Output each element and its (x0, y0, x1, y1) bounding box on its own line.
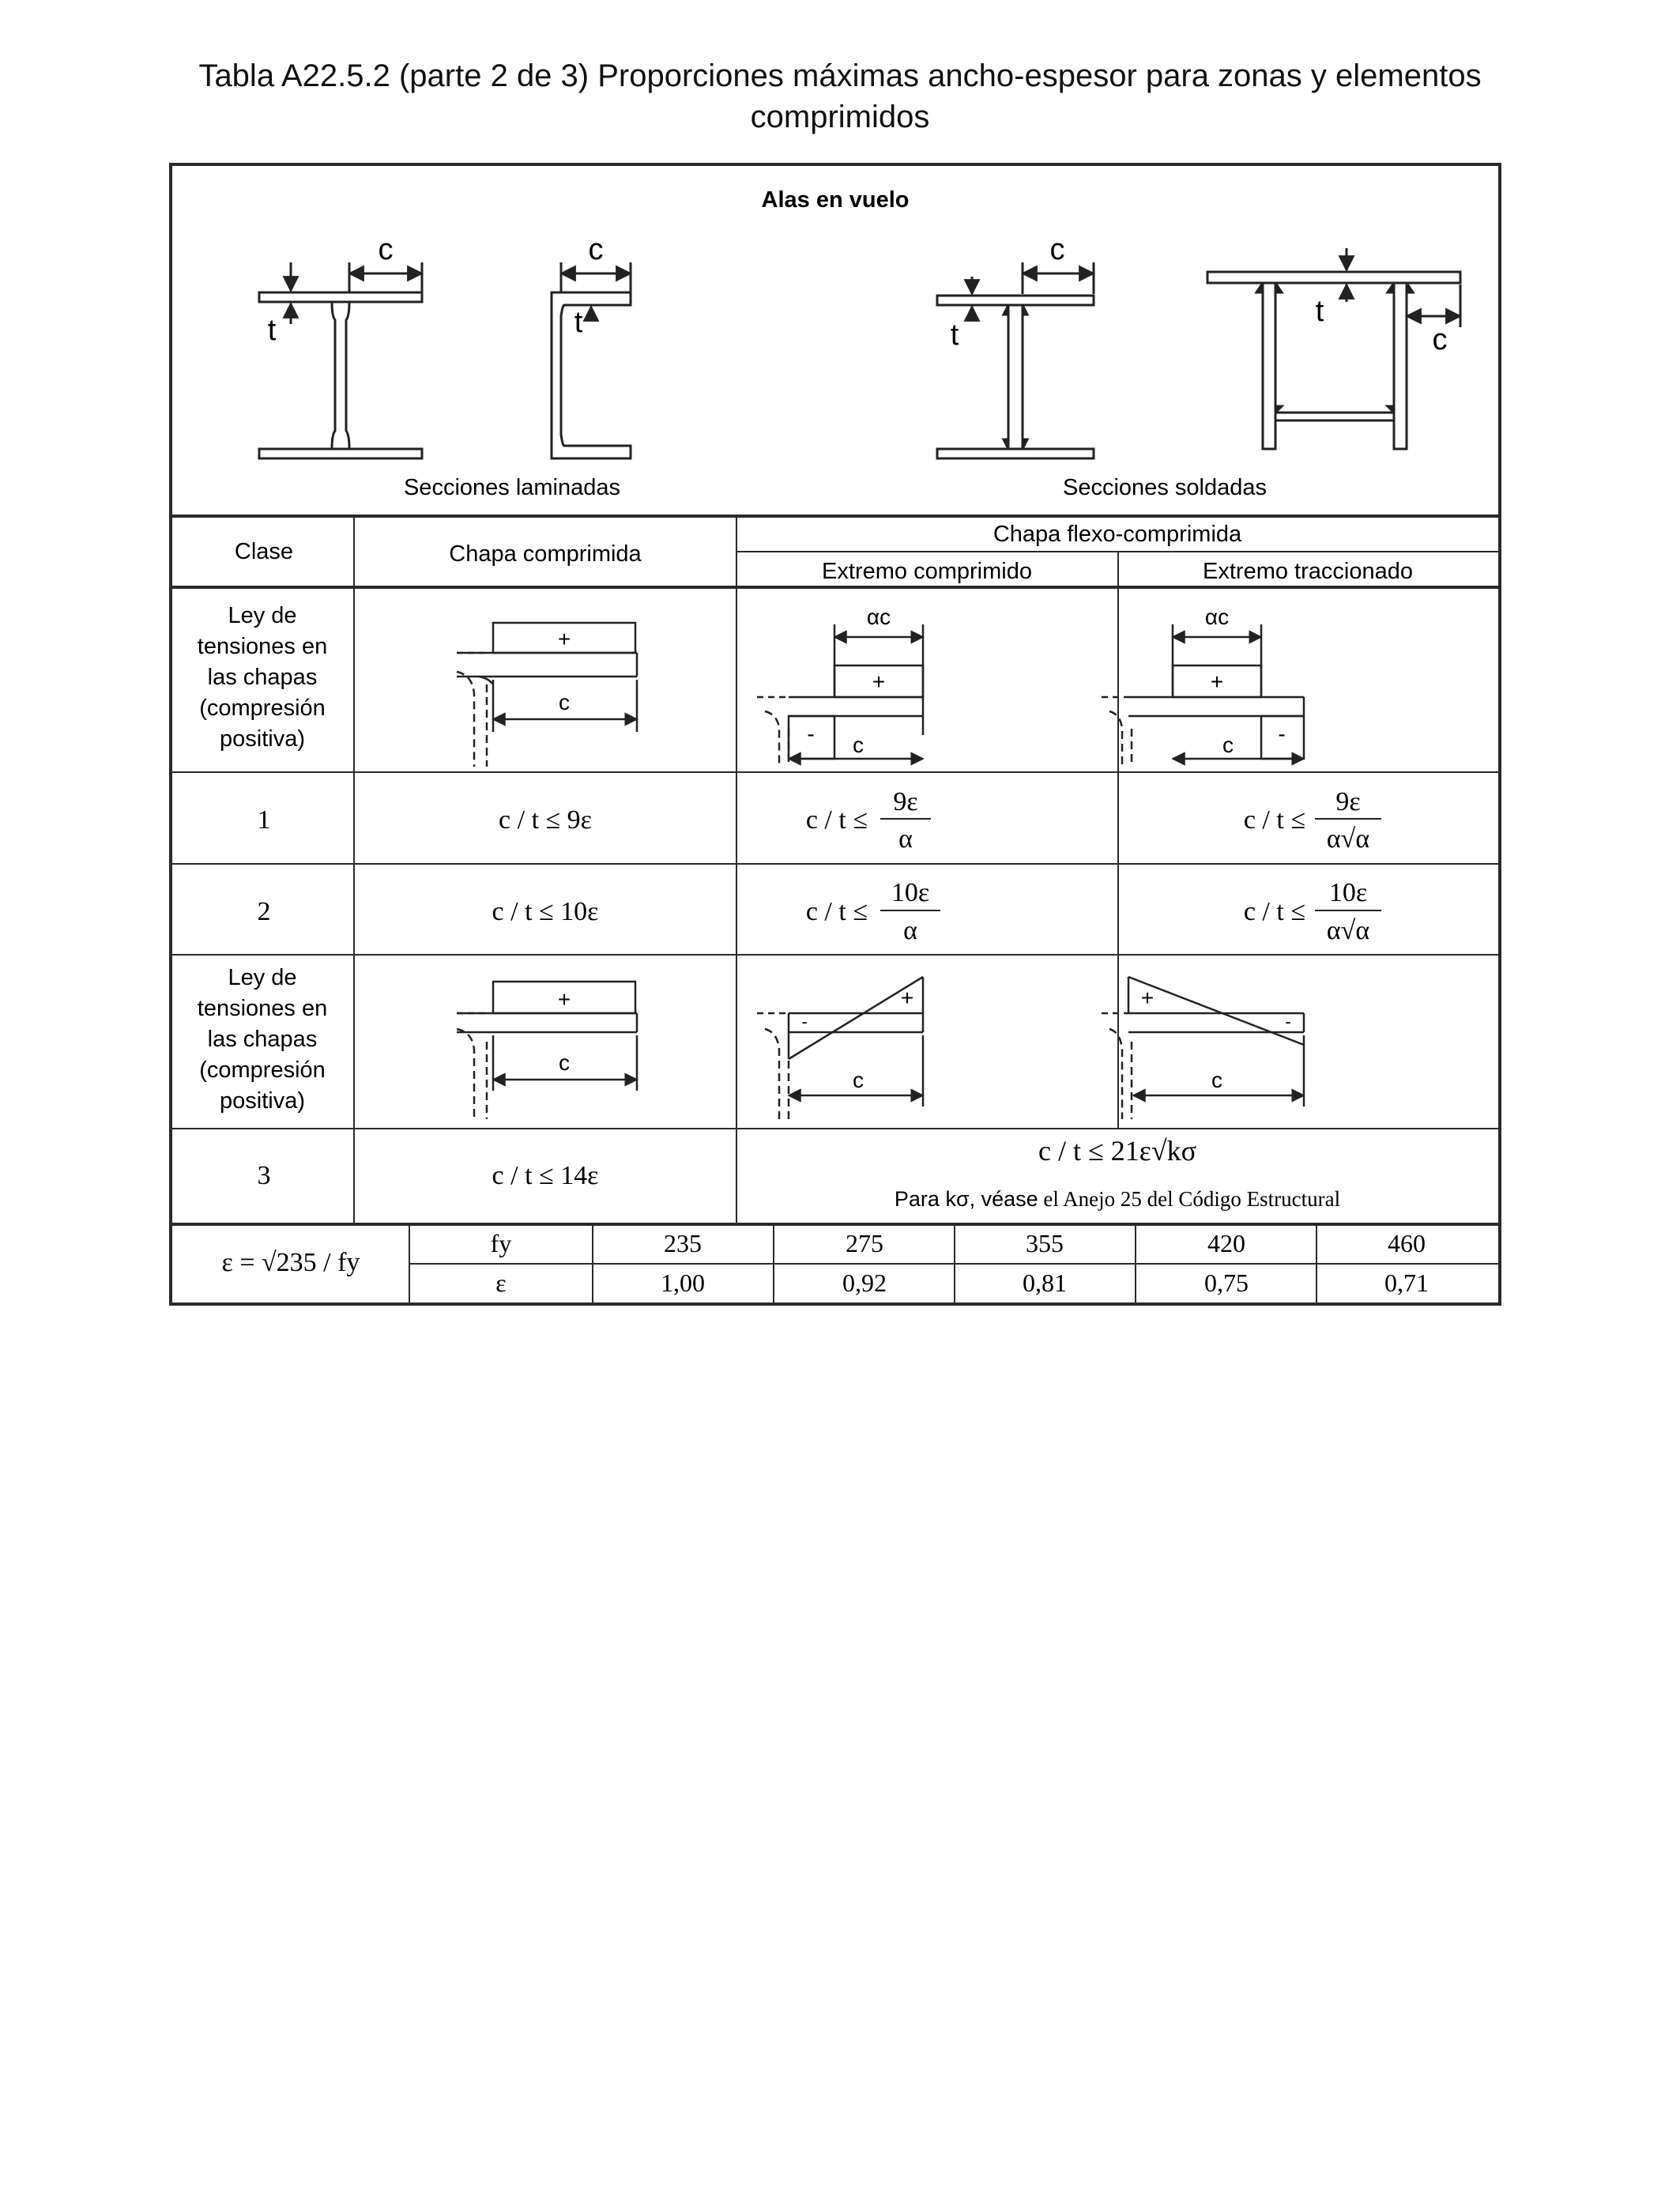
rolled-channel-dim-c: c (588, 233, 604, 266)
rolled-i-section-icon (259, 262, 422, 458)
note-prefix: Para kσ, véase (894, 1187, 1038, 1211)
fy-value: 275 (846, 1229, 883, 1257)
header-compressed-plate: Chapa comprimida (449, 541, 642, 567)
rolled-i-dim-c: c (378, 233, 394, 266)
class-2-compressed-formula: c / t ≤ 10ε (492, 897, 599, 926)
formula-numerator: 10ε (1328, 878, 1368, 907)
class-2-tension-end-formula (1244, 878, 1381, 945)
class-3-flexo-note (895, 1187, 1340, 1211)
diagram-minus: - (1278, 722, 1286, 746)
header-tension-end: Extremo traccionado (1203, 559, 1413, 584)
diagram-c: c (559, 690, 570, 714)
stress-label-line: tensiones en (197, 996, 328, 1021)
formula-denominator: α (898, 824, 913, 854)
class-2-comp-end-formula (806, 878, 940, 945)
diagram-c: c (559, 1050, 570, 1075)
welded-i-dim-t: t (950, 319, 959, 352)
stress-diagram-compressed-a (457, 623, 637, 767)
welded-box-dim-c: c (1432, 323, 1448, 356)
class-3-compressed-formula: c / t ≤ 14ε (492, 1161, 599, 1190)
welded-i-section-icon (937, 262, 1094, 458)
stress-label-line: positiva) (220, 1088, 305, 1114)
diagram-plus: + (557, 987, 571, 1012)
stress-label-line: las chapas (207, 665, 318, 690)
header-flexo-plate: Chapa flexo-comprimida (993, 522, 1242, 547)
diagram-plus: + (1210, 669, 1224, 694)
table (169, 163, 1501, 1306)
stress-label-b (198, 965, 327, 1114)
header-clase: Clase (234, 539, 294, 564)
welded-box-dim-t: t (1315, 295, 1324, 328)
stress-diagram-tension-end-b (1102, 977, 1304, 1119)
stress-label-line: las chapas (207, 1027, 318, 1052)
eps-label: ε (495, 1269, 507, 1297)
fy-label: fy (490, 1229, 512, 1257)
sections-welded-label: Secciones soldadas (1063, 475, 1267, 500)
formula-lhs: c / t ≤ (805, 805, 868, 835)
diagram-c: c (1211, 1068, 1222, 1092)
stress-label-line: positiva) (220, 726, 305, 752)
stress-label-line: Ley de (228, 603, 297, 628)
diagram-alpha-c: αc (1204, 605, 1230, 629)
eps-value: 1,00 (661, 1269, 705, 1297)
eps-value: 0,75 (1204, 1269, 1249, 1297)
diagram-alpha-c: αc (866, 605, 891, 629)
table-drawing (172, 166, 1498, 1302)
class-1-tension-end-formula (1244, 787, 1381, 854)
formula-numerator: 9ε (893, 787, 918, 816)
fy-value: 235 (664, 1229, 702, 1257)
formula-lhs: c / t ≤ (1243, 897, 1305, 926)
sections-rolled-label: Secciones laminadas (403, 475, 621, 500)
formula-lhs: c / t ≤ (805, 897, 868, 926)
diagram-plus: + (872, 669, 886, 694)
formula-numerator: 9ε (1335, 787, 1361, 816)
diagram-c: c (1222, 733, 1234, 757)
diagram-plus: + (1140, 986, 1155, 1010)
epsilon-formula: ε = √235 / fy (221, 1248, 360, 1277)
eps-value: 0,92 (842, 1269, 887, 1297)
caption-line-2: comprimidos (750, 100, 930, 134)
class-1-label: 1 (257, 805, 271, 835)
diagram-c: c (853, 733, 864, 757)
stress-label-line: (compresión (199, 696, 326, 721)
formula-denominator: α√α (1326, 824, 1370, 854)
stress-diagram-tension-end-a (1102, 624, 1304, 767)
welded-i-dim-c: c (1049, 233, 1065, 266)
class-1-compressed-formula: c / t ≤ 9ε (499, 805, 592, 835)
caption-line-1: Tabla A22.5.2 (parte 2 de 3) Proporciones máximas ancho-espesor para zonas y elementos (198, 58, 1482, 93)
stress-label-a (198, 603, 327, 752)
fy-value: 355 (1026, 1229, 1064, 1257)
stress-diagram-comp-end-a (757, 624, 923, 767)
header-title: Alas en vuelo (761, 187, 910, 213)
eps-value: 0,71 (1384, 1269, 1429, 1297)
diagram-minus: - (801, 1012, 808, 1031)
rolled-channel-dim-t: t (574, 306, 583, 339)
welded-box-section-icon (1207, 248, 1460, 449)
diagram-plus: + (900, 986, 914, 1010)
formula-denominator: α (903, 916, 917, 945)
class-3-flexo-formula: c / t ≤ 21ε√kσ (1038, 1135, 1197, 1167)
diagram-c: c (853, 1068, 864, 1092)
rolled-channel-section-icon (552, 262, 653, 458)
eps-value: 0,81 (1023, 1269, 1067, 1297)
stress-label-line: tensiones en (197, 634, 328, 659)
diagram-minus: - (807, 722, 815, 746)
fy-value: 420 (1207, 1229, 1245, 1257)
class-2-label: 2 (257, 897, 271, 926)
table-caption (0, 55, 1680, 138)
stress-label-line: Ley de (228, 965, 297, 990)
formula-lhs: c / t ≤ (1243, 805, 1305, 835)
formula-denominator: α√α (1326, 916, 1370, 945)
diagram-minus: - (1285, 1012, 1291, 1031)
formula-numerator: 10ε (891, 878, 930, 907)
stress-diagram-compressed-b (457, 982, 637, 1119)
stress-label-line: (compresión (199, 1057, 326, 1083)
class-3-label: 3 (257, 1161, 271, 1190)
rolled-i-dim-t: t (267, 314, 277, 347)
fy-value: 460 (1388, 1229, 1426, 1257)
stress-diagram-comp-end-b (757, 977, 923, 1119)
diagram-plus: + (557, 627, 571, 651)
header-compressed-end: Extremo comprimido (822, 559, 1032, 584)
note-suffix: el Anejo 25 del Código Estructural (1038, 1187, 1341, 1211)
class-1-comp-end-formula (806, 787, 931, 854)
